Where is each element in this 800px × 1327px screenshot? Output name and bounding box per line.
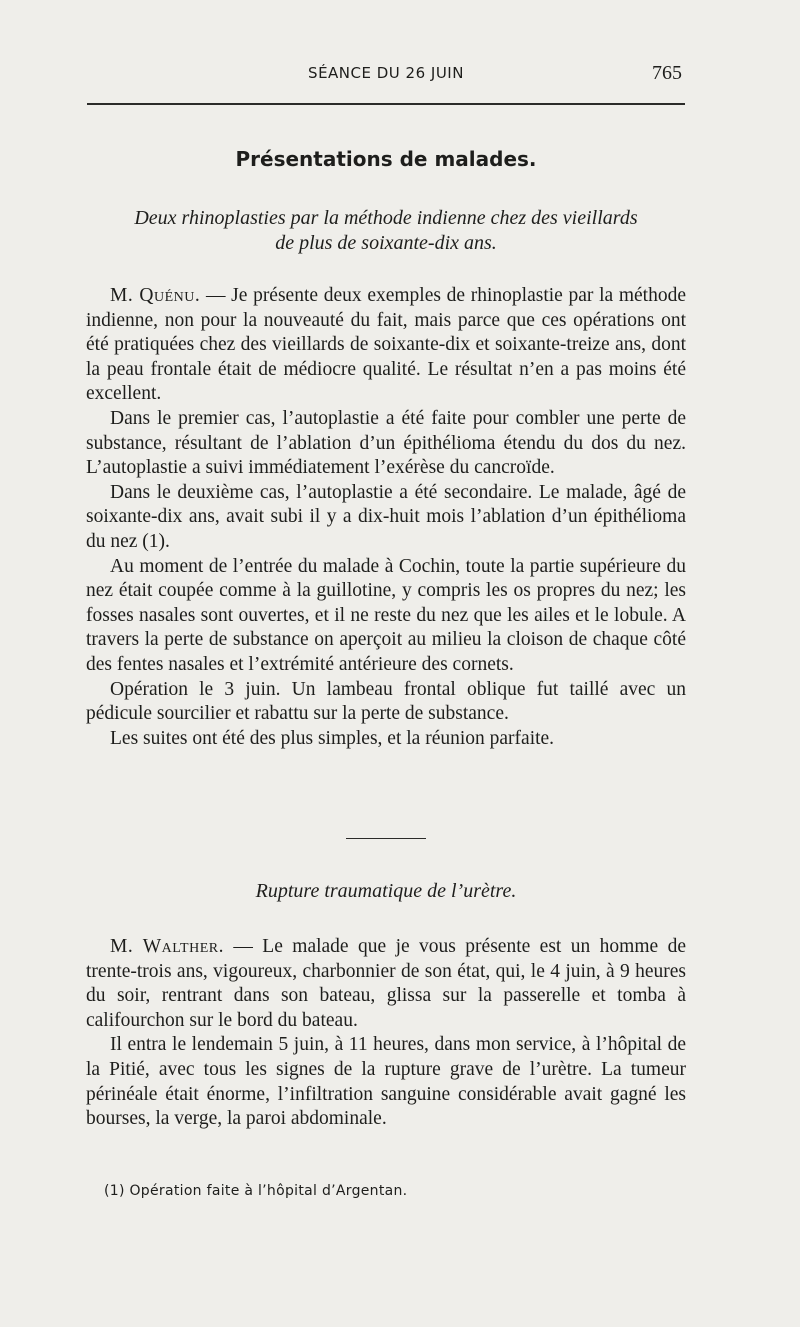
running-title: SÉANCE DU 26 JUIN <box>308 64 464 82</box>
section-title: Présentations de malades. <box>235 147 537 171</box>
author-name: M. Walther. <box>110 936 224 957</box>
paragraph: Dans le deuxième cas, l’autoplastie a été secondaire. Le malade, âgé de soixante-dix ans, avait subi il y a dix-huit mois l’ablation d’un épithélioma du nez (1). <box>86 481 686 552</box>
section-separator <box>346 838 426 839</box>
article-title-line-2: de plus de soixante-dix ans. <box>275 232 497 254</box>
paragraph: Au moment de l’entrée du malade à Cochin, toute la partie supérieure du nez était coupée comme à la guillotine, y compris les os propres du nez; les fosses nasales sont ouvertes, et il ne reste du nez que les ailes et le lobule. A travers la perte de substance on aperçoit au milieu la cloison de chaque côté des fentes nasales et l’extrémité antérieure des cornets. <box>86 555 686 675</box>
article-body-rhinoplasty <box>86 284 686 751</box>
paragraph: Opération le 3 juin. Un lambeau frontal oblique fut taillé avec un pédicule sourcilier et rabattu sur la perte de substance. <box>86 678 686 725</box>
paragraph: M. Quénu. — Je présente deux exemples de rhinoplastie par la méthode indienne, non pour la nouveauté du fait, mais parce que ces opérations ont été pratiquées chez des vieillards de soixante-dix et soixante-treize ans, dont la peau frontale était de médiocre qualité. Le résultat n’en a pas moins été excellent. <box>86 285 686 405</box>
article-body-urethra <box>86 935 686 1132</box>
header-rule <box>87 103 685 105</box>
paragraph: Les suites ont été des plus simples, et la réunion parfaite. <box>110 727 555 749</box>
article-title-urethra: Rupture traumatique de l’urètre. <box>255 880 517 902</box>
footnote: (1) Opération faite à l’hôpital d’Argentan. <box>104 1183 408 1199</box>
paragraph: M. Walther. — Le malade que je vous présente est un homme de trente-trois ans, vigoureux, charbonnier de son état, qui, le 4 juin, à 9 heures du soir, rentrant dans son bateau, glissa sur la passerelle et tomba à califourchon sur le bord du bateau. <box>86 936 686 1031</box>
article-title-line-1: Deux rhinoplasties par la méthode indienne chez des vieillards <box>134 207 638 229</box>
paragraph: Il entra le lendemain 5 juin, à 11 heures, dans mon service, à l’hôpital de la Pitié, avec tous les signes de la rupture grave de l’urètre. La tumeur périnéale était énorme, l’infiltration sanguine considérable avait gagné les bourses, la verge, la paroi abdominale. <box>86 1034 686 1130</box>
running-head <box>86 64 686 86</box>
paragraph: Dans le premier cas, l’autoplastie a été faite pour combler une perte de substance, résultant de l’ablation d’un épithélioma étendu du dos du nez. L’autoplastie a suivi immédiatement l’exérèse du cancroïde. <box>86 407 686 479</box>
author-name: M. Quénu. <box>110 285 201 306</box>
page-number: 765 <box>652 62 682 84</box>
article-title-rhinoplasty <box>86 206 686 256</box>
